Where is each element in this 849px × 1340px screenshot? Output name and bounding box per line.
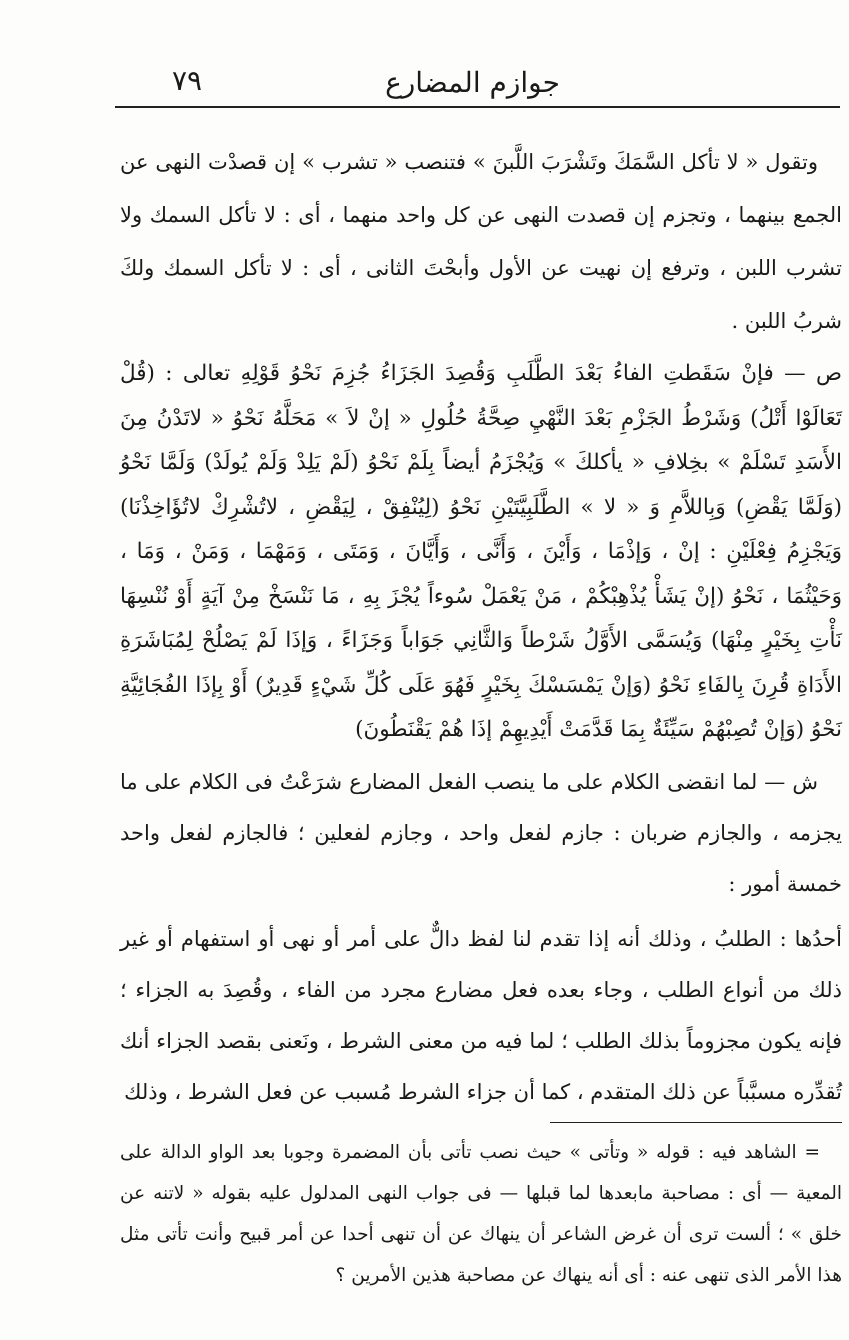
main-text — [120, 136, 842, 1118]
page-header — [110, 62, 835, 106]
footnotes — [120, 1132, 842, 1296]
paragraph-matn: ص — فإنْ سَقَطتِ الفاءُ بَعْدَ الطَّلَبِ وَقُصِدَ الجَزَاءُ جُزِمَ نَحْوُ قَوْلِهِ تعالى : (قُلْ تَعَالَوْا أَتْلُ) وَشَرْطُ الجَزْمِ بَعْدَ النَّهْيِ صِحَّةُ حُلُولِ « إنْ لاَ » مَحَلَّهُ نَحْوُ « لاتَدْنُ مِنَ الأَسَدِ تَسْلَمْ » بخِلافِ « يأكلكَ » وَيُجْزَمُ أيضاً بِلَمْ نَحْوُ (لَمْ يَلِدْ وَلَمْ يُولَدْ) وَلَمَّا نَحْوُ (وَلَمَّا يَقْضِ) وَبِاللاَّمِ وَ « لا » الطَّلَبِيَّتَيْنِ نَحْوُ (لِيُنْفِقْ ، لِيَقْضِ ، لاتُشْرِكْ لاتُؤَاخِذْنَا) وَيَجْزِمُ فِعْلَيْنِ : إنْ ، وَإذْمَا ، وَأَيْنَ ، وَأَنَّى ، وَأَيَّانَ ، وَمَتَى ، وَمَهْمَا ، وَمَنْ ، وَمَا ، وَحَيْثُمَا ، نَحْوُ (إنْ يَشَأْ يُذْهِبْكُمْ ، مَنْ يَعْمَلْ سُوءاً يُجْزَ بِهِ ، مَا نَنْسَخْ مِنْ آيَةٍ أَوْ نُنْسِهَا نَأْتِ بِخَيْرٍ مِنْهَا) وَيُسَمَّى الأَوَّلُ شَرْطاً وَالثَّانِي جَوَاباً وَجَزَاءً ، وَإذَا لَمْ يَصْلُحْ لِمُبَاشَرَةِ الأَدَاةِ قُرِنَ بِالفَاءِ نَحْوُ (وَإنْ يَمْسَسْكَ بِخَيْرٍ فَهُوَ عَلَى كُلِّ شَيْءٍ قَدِيرٌ) أَوْ بِإذَا الفُجَائِيَّةِ نَحْوُ (وَإنْ تُصِبْهُمْ سَيِّئَةٌ بِمَا قَدَّمَتْ أَيْدِيهِمْ إذَا هُمْ يَقْنَطُونَ) — [120, 361, 842, 742]
paragraph-first-jazim: أحدُها : الطلبُ ، وذلك أنه إذا تقدم لنا لفظ دالٌّ على أمر أو نهى أو استفهام أو غير ذلك من أنواع الطلب ، وجاء بعده فعل مضارع مجرد من الفاء ، وقُصِدَ به الجزاء ؛ فإنه يكون مجزوماً بذلك الطلب ؛ لما فيه من معنى الشرط ، ونَعنى بقصد الجزاء أنك تُقدِّره مسبَّباً عن ذلك المتقدم ، كما أن جزاء الشرط مُسبب عن فعل الشرط ، وذلك — [120, 926, 842, 1104]
footnote-rule — [550, 1122, 842, 1123]
paragraph-example: وتقول « لا تأكل السَّمَكَ وتَشْرَبَ اللَّبنَ » فتنصب « تشرب » إن قصدْت النهى عن الجمع بينهما ، وتجزم إن قصدت النهى عن كل واحد منهما ، أى : لا تأكل السمك ولا تشرب اللبن ، وترفع إن نهيت عن الأول وأبحْتَ الثانى ، أى : لا تأكل السمك ولكَ شربُ اللبن . — [120, 150, 842, 333]
footnote: = الشاهد فيه : قوله « وتأتى » حيث نصب تأتى بأن المضمرة وجوبا بعد الواو الدالة على المعية — أى : مصاحبة مابعدها لما قبلها — فى جواب النهى المدلول عليه بقوله « لاتنه عن خلق » ؛ ألست ترى أن غرض الشاعر أن ينهاك عن أن تنهى أحدا عن أمر قبيح وأنت تأتى مثل هذا الأمر الذى تنهى عنه : أى أنه ينهاك عن مصاحبة هذين الأمرين ؟ — [120, 1142, 842, 1286]
page-title: جوازم المضارع — [385, 66, 560, 99]
paragraph-sharh: ش — لما انقضى الكلام على ما ينصب الفعل المضارع شرَعْتُ فى الكلام على ما يجزمه ، والجازم ضربان : جازم لفعل واحد ، وجازم لفعلين ؛ فالجازم لفعل واحد خمسة أمور : — [120, 769, 842, 896]
page-number: ٧٩ — [172, 64, 203, 97]
header-rule — [115, 106, 840, 108]
